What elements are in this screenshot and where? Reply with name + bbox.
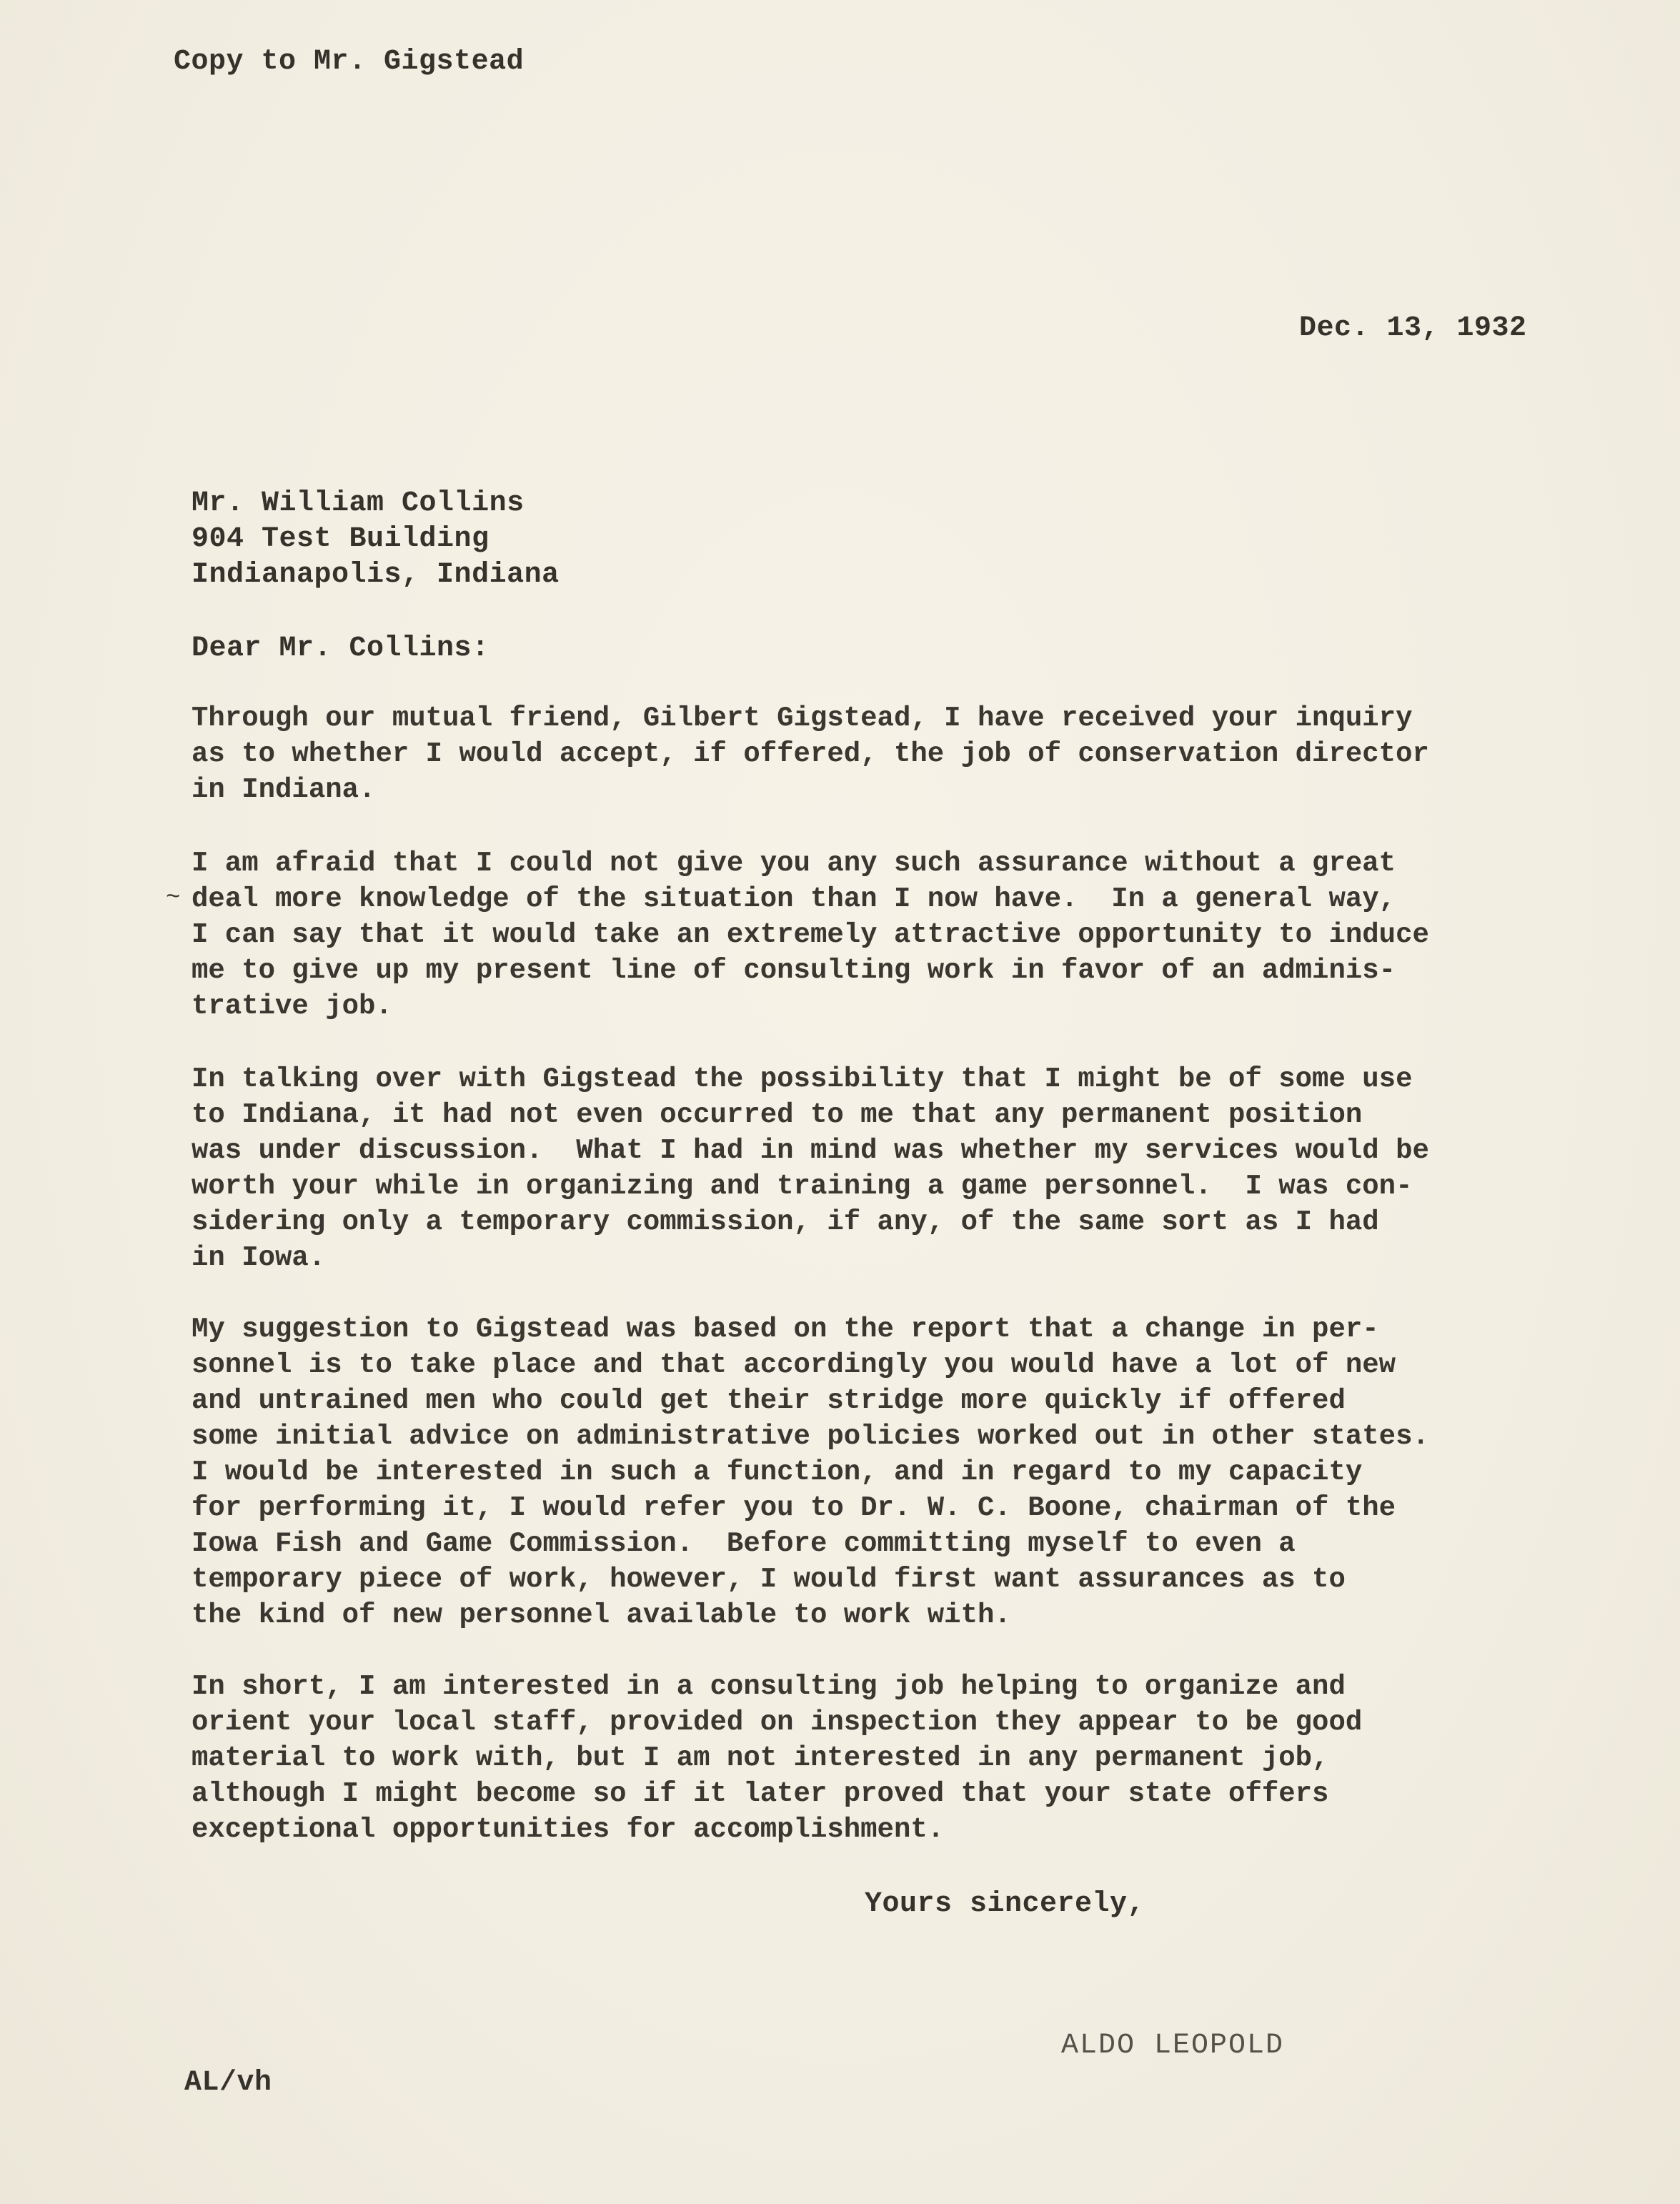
paragraph-line: in Iowa. (192, 1242, 326, 1274)
paragraph-line: Iowa Fish and Game Commission. Before committing myself to even a (192, 1528, 1296, 1559)
paragraph-line: some initial advice on administrative policies worked out in other states. (192, 1421, 1429, 1452)
paragraph-line: sonnel is to take place and that accordingly you would have a lot of new (192, 1349, 1396, 1381)
handwritten-margin-mark: ~ (166, 885, 181, 912)
paragraph-line: as to whether I would accept, if offered, the job of conservation director (192, 738, 1429, 770)
paragraph-3 (192, 1061, 1535, 1276)
paragraph-line: Through our mutual friend, Gilbert Gigstead, I have received your inquiry (192, 703, 1413, 734)
paragraph-line: and untrained men who could get their stridge more quickly if offered (192, 1385, 1346, 1416)
paragraph-line: trative job. (192, 991, 392, 1022)
paragraph-5 (192, 1669, 1535, 1847)
copy-note: Copy to Mr. Gigstead (174, 46, 525, 78)
paragraph-line: was under discussion. What I had in mind was whether my services would be (192, 1135, 1429, 1166)
paragraph-line: although I might become so if it later proved that your state offers (192, 1778, 1329, 1810)
paragraph-line: My suggestion to Gigstead was based on the report that a change in per- (192, 1314, 1379, 1345)
paragraph-2 (192, 845, 1535, 1024)
paragraph-line: worth your while in organizing and training a game personnel. I was con- (192, 1171, 1413, 1202)
closing: Yours sincerely, (865, 1888, 1145, 1920)
typist-initials: AL/vh (184, 2067, 272, 2099)
signature: ALDO LEOPOLD (1061, 2030, 1285, 2062)
paragraph-line: the kind of new personnel available to work with. (192, 1599, 1011, 1631)
paragraph-line: In talking over with Gigstead the possibility that I might be of some use (192, 1063, 1413, 1095)
paragraph-line: material to work with, but I am not interested in any permanent job, (192, 1742, 1329, 1774)
paragraph-line: temporary piece of work, however, I would first want assurances as to (192, 1564, 1346, 1595)
recipient-address-line-2: Indianapolis, Indiana (192, 559, 560, 591)
paragraph-4 (192, 1311, 1535, 1633)
salutation: Dear Mr. Collins: (192, 632, 489, 665)
recipient-name: Mr. William Collins (192, 487, 525, 520)
paragraph-line: orient your local staff, provided on inspection they appear to be good (192, 1707, 1363, 1738)
paragraph-line: I am afraid that I could not give you any such assurance without a great (192, 848, 1396, 879)
paragraph-line: in Indiana. (192, 774, 376, 805)
paragraph-line: I can say that it would take an extremely attractive opportunity to induce (192, 919, 1429, 950)
paragraph-1 (192, 700, 1535, 808)
paragraph-line: me to give up my present line of consulting work in favor of an adminis- (192, 955, 1396, 986)
paragraph-line: deal more knowledge of the situation than I now have. In a general way, (192, 883, 1396, 915)
paragraph-line: to Indiana, it had not even occurred to me that any permanent position (192, 1099, 1363, 1131)
paragraph-line: I would be interested in such a function, and in regard to my capacity (192, 1456, 1363, 1488)
paragraph-line: sidering only a temporary commission, if any, of the same sort as I had (192, 1206, 1379, 1238)
paragraph-line: exceptional opportunities for accomplishment. (192, 1814, 945, 1845)
paragraph-line: In short, I am interested in a consulting job helping to organize and (192, 1671, 1346, 1702)
recipient-address-line-1: 904 Test Building (192, 523, 489, 555)
letter-date: Dec. 13, 1932 (1299, 312, 1527, 344)
paragraph-line: for performing it, I would refer you to Dr. W. C. Boone, chairman of the (192, 1492, 1396, 1524)
